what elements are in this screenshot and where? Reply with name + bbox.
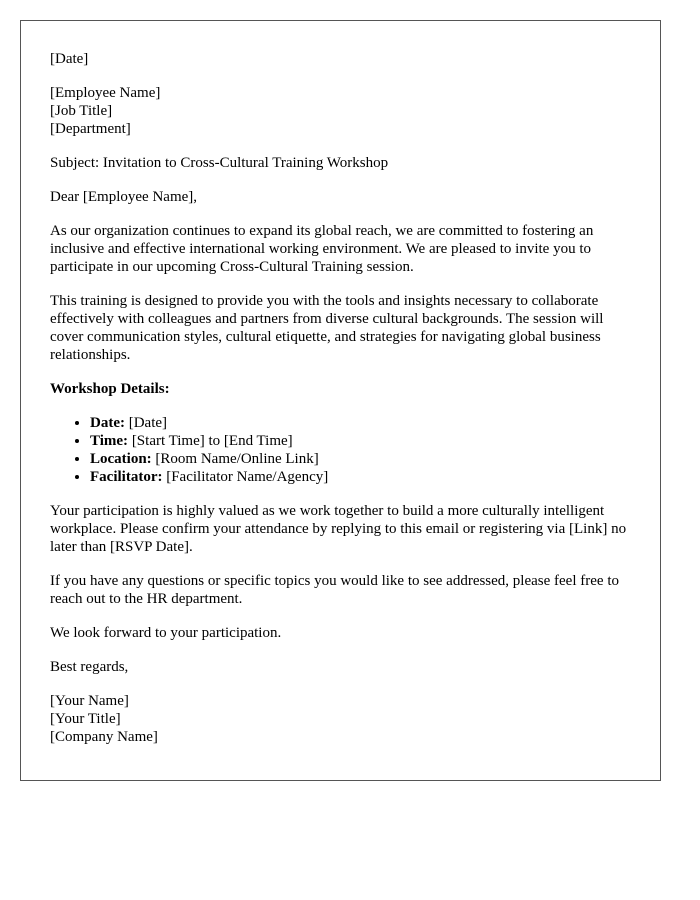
participation-paragraph: Your participation is highly valued as we work together to build a more culturally intelligent workplace. Please confirm your attendance by replying to this email or registering via [Link] no later than [RSVP Date]. [50,503,627,555]
subject-line: Subject: Invitation to Cross-Cultural Training Workshop [50,155,389,171]
detail-item-date [90,414,631,432]
training-description-paragraph: This training is designed to provide you with the tools and insights necessary to collaborate effectively with colleagues and partners from diverse cultural backgrounds. The session will cover communication styles, cultural etiquette, and strategies for navigating global business relationships. [50,293,604,363]
letter-date: [Date] [50,51,89,67]
letter-document [20,20,661,781]
workshop-details-list [50,414,631,486]
salutation: Dear [Employee Name], [50,189,198,205]
sender-title: [Your Title] [50,711,121,727]
detail-label: Facilitator: [90,469,163,485]
detail-item-time [90,432,631,450]
questions-paragraph: If you have any questions or specific topics you would like to see addressed, please feel free to reach out to the HR department. [50,573,619,607]
sender-name: [Your Name] [50,693,129,709]
detail-label: Date: [90,415,125,431]
detail-label: Location: [90,451,152,467]
detail-value: [Start Time] to [End Time] [128,433,293,449]
look-forward-paragraph: We look forward to your participation. [50,625,282,641]
intro-paragraph: As our organization continues to expand its global reach, we are committed to fostering an inclusive and effective international working environment. We are pleased to invite you to participate in our upcoming Cross-Cultural Training session. [50,223,594,275]
workshop-details-heading: Workshop Details: [50,381,170,397]
sender-company: [Company Name] [50,729,158,745]
detail-value: [Date] [124,415,168,431]
detail-label: Time: [90,433,129,449]
detail-value: [Room Name/Online Link] [151,451,319,467]
recipient-job-title: [Job Title] [50,103,113,119]
detail-value: [Facilitator Name/Agency] [162,469,329,485]
recipient-name: [Employee Name] [50,85,161,101]
closing: Best regards, [50,659,129,675]
detail-item-location [90,450,631,468]
recipient-block [50,84,631,138]
signature-block [50,692,631,746]
recipient-department: [Department] [50,121,131,137]
detail-item-facilitator [90,468,631,486]
